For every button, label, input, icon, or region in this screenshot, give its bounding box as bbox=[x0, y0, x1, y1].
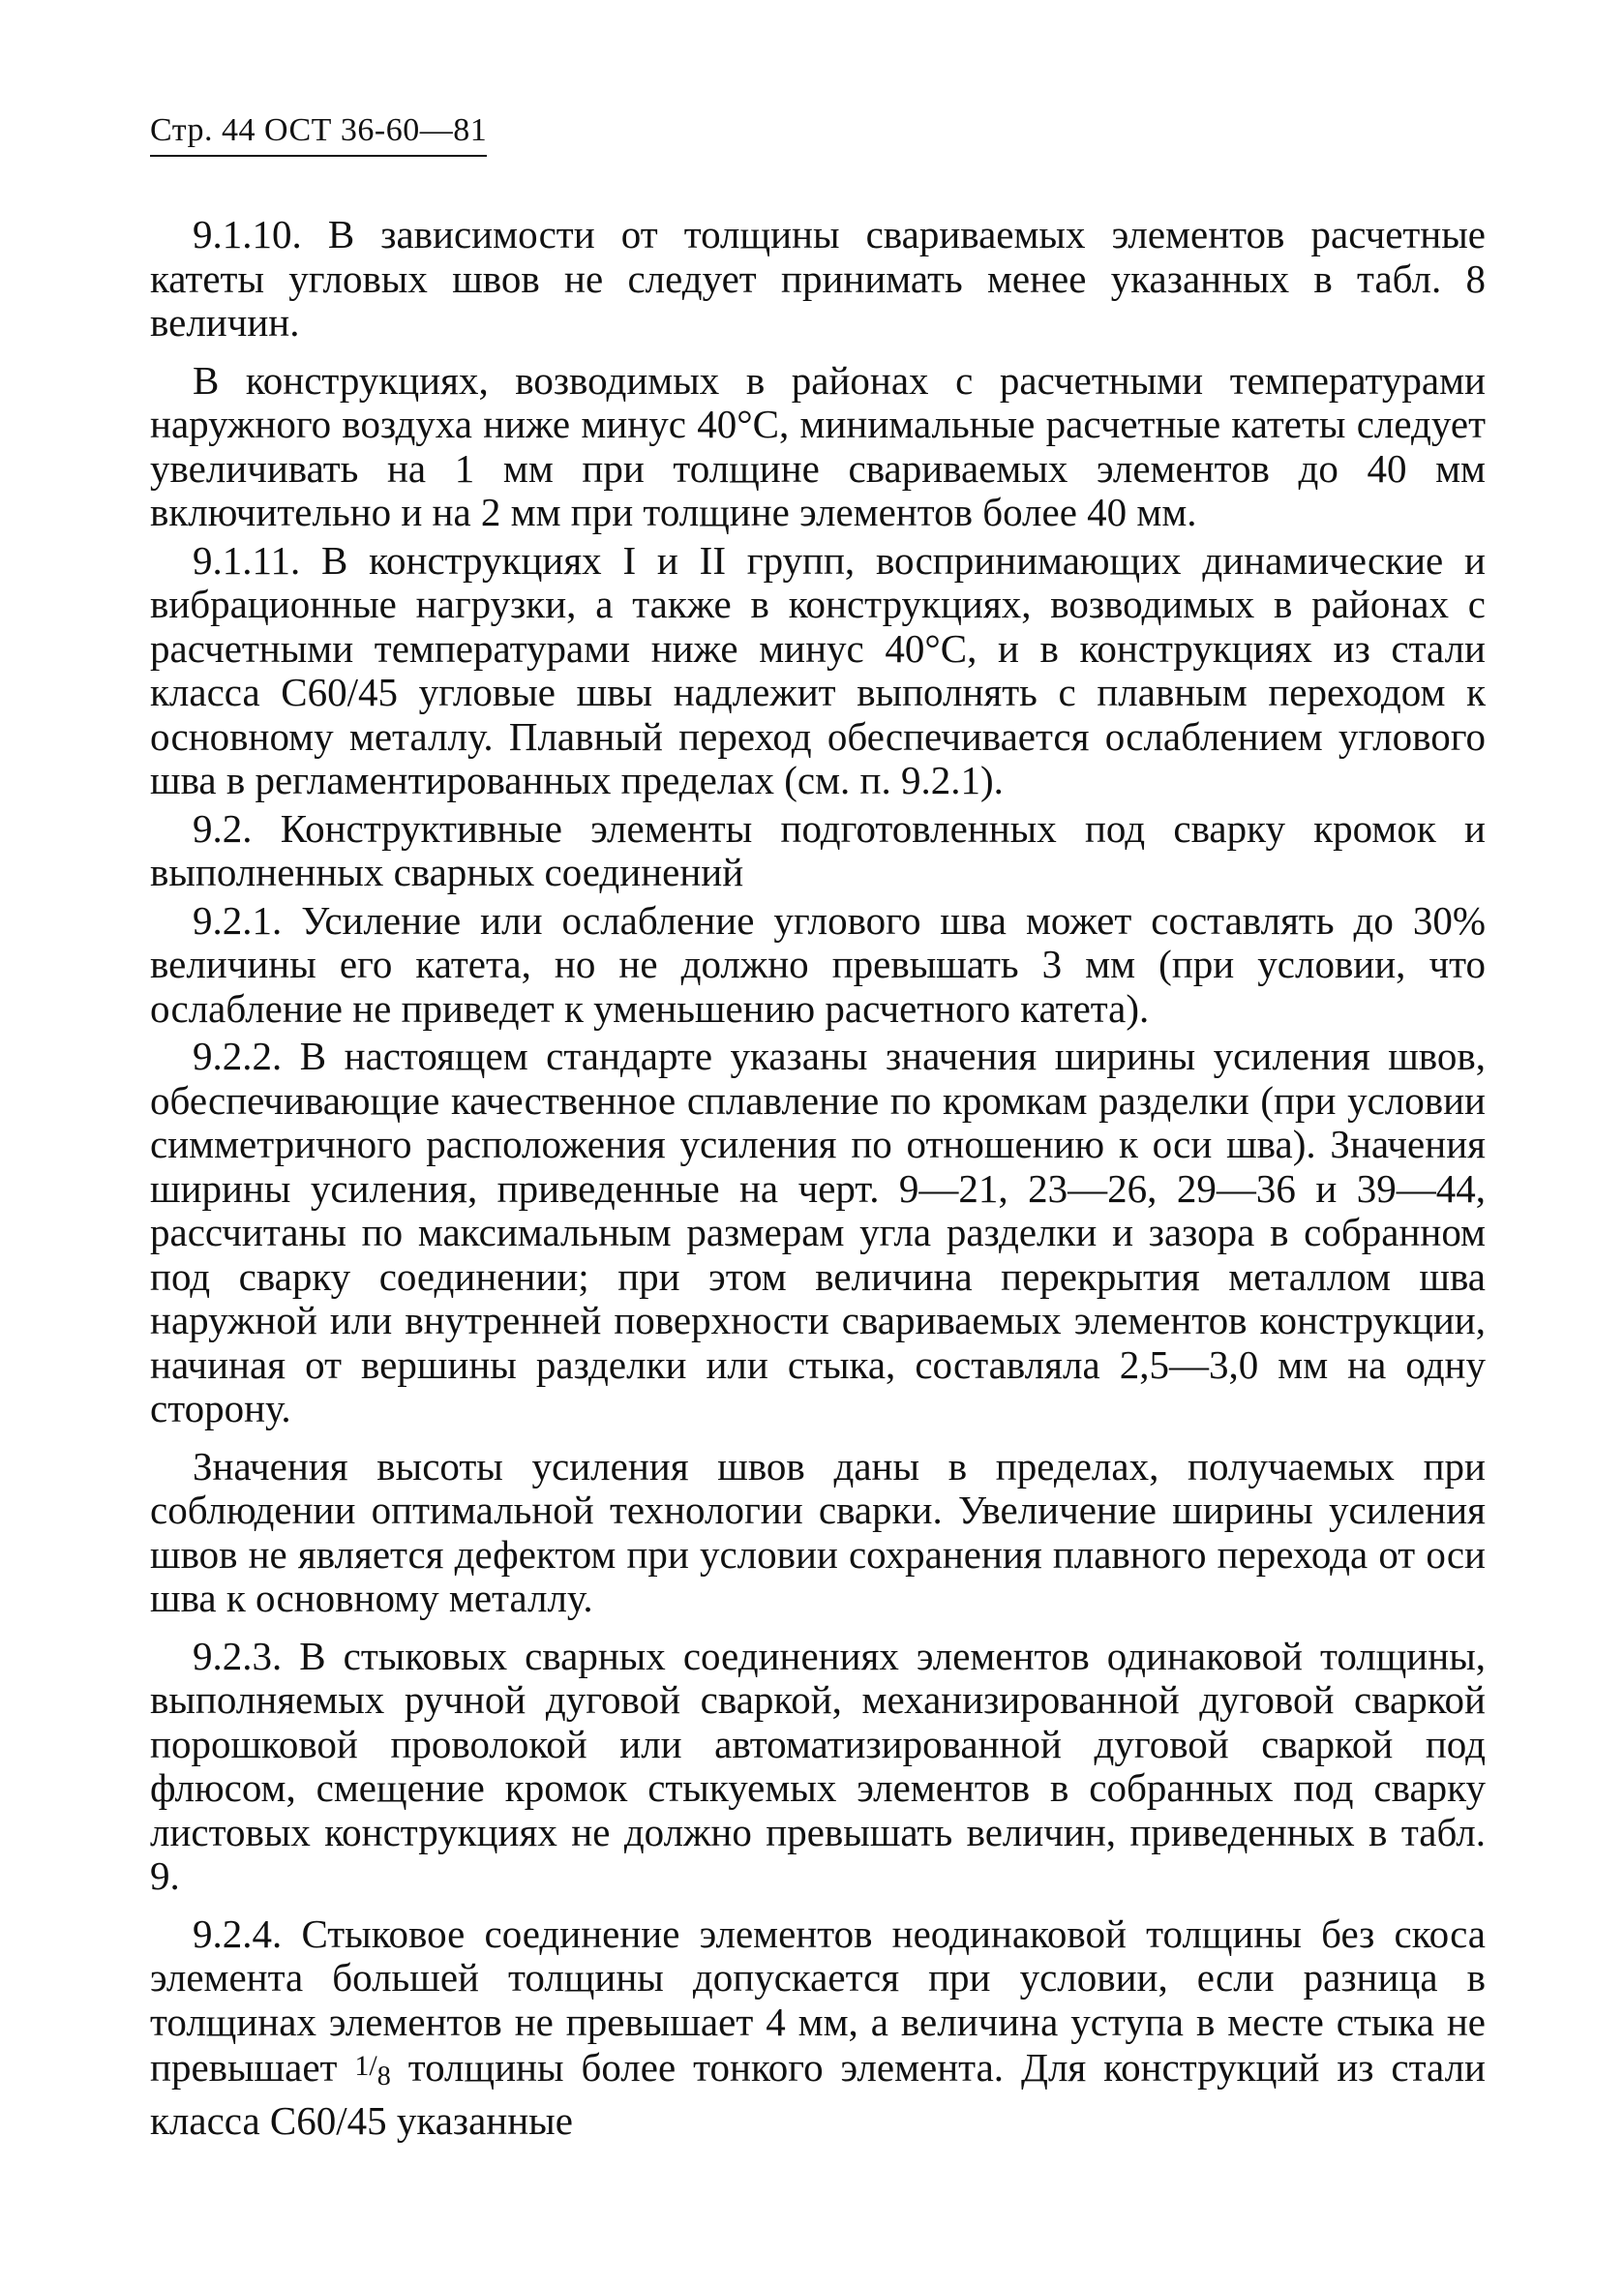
paragraph-cold-climate: В конструкциях, возводимых в районах с расчетными температурами наружного воздуха ниже минус 40°С, минимальные расчетные катеты следует увеличивать на 1 мм при толщине свариваемых элементов до 40 мм включительно и на 2 мм при толщине элементов более 40 мм. bbox=[150, 357, 1486, 534]
paragraph-9-2-4-text-start: 9.2.4. Стыковое соединение элементов неодинаковой толщины без скоса элемента большей толщины допускается при условии, если разница в толщинах элементов не превышает 4 мм, а величина уступа в месте стыка не превышает bbox=[150, 1911, 1486, 2090]
paragraph-9-1-10: 9.1.10. В зависимости от толщины свариваемых элементов расчетные катеты угловых швов не следует принимать менее указанных в табл. 8 величин. bbox=[150, 212, 1486, 345]
fraction-numerator: 1 bbox=[354, 2050, 370, 2082]
paragraph-reinforcement-height: Значения высоты усиления швов даны в пределах, получаемых при соблюдении оптимальной технологии сварки. Увеличение ширины усиления швов не является дефектом при условии сохранения плавного перехода от оси шва к основному металлу. bbox=[150, 1443, 1486, 1620]
section-heading-9-2: 9.2. Конструктивные элементы подготовленных под сварку кромок и выполненных сварных соединений bbox=[150, 805, 1486, 894]
document-body bbox=[150, 213, 1486, 2143]
page-header: Стр. 44 ОСТ 36-60—81 bbox=[150, 114, 487, 157]
paragraph-9-2-3: 9.2.3. В стыковых сварных соединениях элементов одинаковой толщины, выполняемых ручной дуговой сваркой, механизированной дуговой сваркой порошковой проволокой или автоматизированной дуговой сваркой под флюсом, смещение кромок стыкуемых элементов в собранных под сварку листовых конструкциях не должно превышать величин, приведенных в табл. 9. bbox=[150, 1633, 1486, 1898]
paragraph-9-2-4-text-end: толщины более тонкого элемента. Для конструкций из стали класса С60/45 указанные bbox=[150, 2045, 1486, 2143]
paragraph-9-2-2: 9.2.2. В настоящем стандарте указаны значения ширины усиления швов, обеспечивающие качественное сплавление по кромкам разделки (при условии симметричного расположения усиления по отношению к оси шва). Значения ширины усиления, приведенные на черт. 9—21, 23—26, 29—36 и 39—44, рассчитаны по максимальным размерам угла разделки и зазора в собранном под сварку соединении; при этом величина перекрытия металлом шва наружной или внутренней поверхности свариваемых элементов конструкции, начиная от вершины разделки или стыка, составляла 2,5—3,0 мм на одну сторону. bbox=[150, 1034, 1486, 1430]
paragraph-9-1-11: 9.1.11. В конструкциях I и II групп, воспринимающих динамические и вибрационные нагрузки, а также в конструкциях, возводимых в районах с расчетными температурами ниже минус 40°С, и в конструкциях из стали класса С60/45 угловые швы надлежит выполнять с плавным переходом к основному металлу. Плавный переход обеспечивается ослаблением углового шва в регламентированных пределах (см. п. 9.2.1). bbox=[150, 537, 1486, 802]
fraction-denominator: 8 bbox=[376, 2061, 391, 2091]
fraction-one-eighth: $1/_8$ bbox=[354, 2050, 391, 2091]
paragraph-9-2-4 bbox=[150, 1912, 1486, 2144]
paragraph-9-2-1: 9.2.1. Усиление или ослабление углового шва может составлять до 30% величины его катета, но не должно превышать 3 мм (при условии, что ослабление не приведет к уменьшению расчетного катета). bbox=[150, 897, 1486, 1031]
